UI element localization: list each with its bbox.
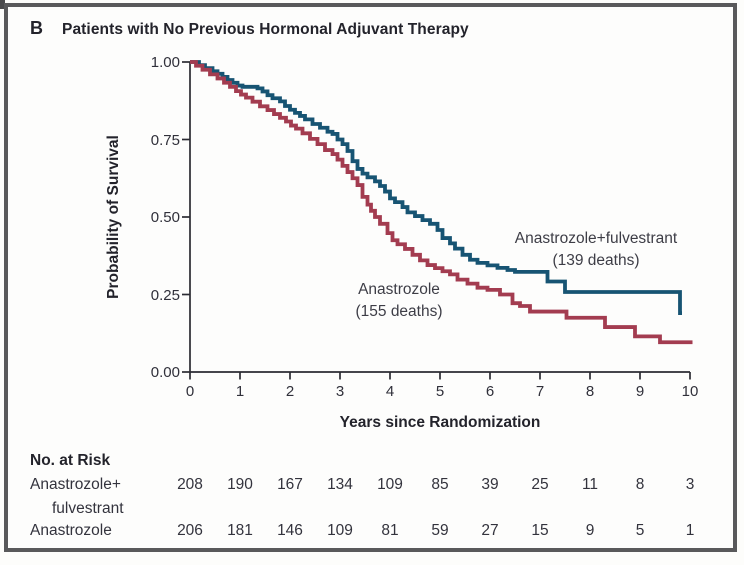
risk-value: 11 xyxy=(581,476,599,493)
panel-title: Patients with No Previous Hormonal Adjuvant Therapy xyxy=(62,21,469,38)
x-tick-label: 0 xyxy=(185,383,195,400)
risk-value: 3 xyxy=(685,476,695,493)
risk-value: 167 xyxy=(277,476,303,493)
curve-label-anastrozole-fulvestrant xyxy=(515,228,677,272)
risk-value: 109 xyxy=(327,522,353,539)
risk-value: 25 xyxy=(531,476,549,493)
x-tick-label: 6 xyxy=(485,383,495,400)
risk-value: 9 xyxy=(585,522,595,539)
risk-table-header: No. at Risk xyxy=(30,452,111,469)
curve-label-line1: Anastrozole xyxy=(358,281,440,298)
curve-label-line2: (139 deaths) xyxy=(552,252,640,269)
risk-value: 39 xyxy=(481,476,499,493)
risk-row-label-anastrozole-fulvestrant-2: fulvestrant xyxy=(52,500,124,517)
x-tick-label: 8 xyxy=(585,383,595,400)
risk-value: 5 xyxy=(635,522,645,539)
risk-value: 81 xyxy=(381,522,399,539)
y-axis-title: Probability of Survival xyxy=(105,135,122,299)
risk-value: 59 xyxy=(431,522,449,539)
curve-label-line1: Anastrozole+fulvestrant xyxy=(514,230,678,247)
y-tick-label: 0.75 xyxy=(150,131,180,149)
risk-value: 146 xyxy=(277,522,303,539)
risk-value: 27 xyxy=(481,522,499,539)
x-tick-label: 3 xyxy=(335,383,345,400)
risk-value: 1 xyxy=(685,522,695,539)
y-tick-label: 0.00 xyxy=(150,364,180,381)
risk-value: 208 xyxy=(177,476,203,493)
risk-value: 181 xyxy=(227,522,253,539)
risk-value: 109 xyxy=(377,476,403,493)
x-tick-label: 4 xyxy=(385,383,395,400)
y-tick-label: 0.50 xyxy=(150,209,180,226)
risk-row-label-anastrozole-fulvestrant-1: Anastrozole+ xyxy=(30,476,121,493)
risk-value: 15 xyxy=(531,522,549,539)
risk-value: 134 xyxy=(327,476,353,493)
x-tick-label: 10 xyxy=(681,383,699,400)
panel-letter: B xyxy=(30,18,43,38)
x-tick-label: 7 xyxy=(535,383,545,400)
x-tick-label: 2 xyxy=(285,383,295,400)
risk-value: 8 xyxy=(635,476,645,493)
curve-label-anastrozole xyxy=(355,279,442,323)
curve-label-line2: (155 deaths) xyxy=(355,303,443,320)
y-tick-label: 1.00 xyxy=(150,54,180,71)
x-tick-label: 9 xyxy=(635,383,645,400)
x-tick-label: 5 xyxy=(435,383,445,400)
y-tick-label: 0.25 xyxy=(150,286,180,304)
x-tick-label: 1 xyxy=(235,383,245,400)
risk-value: 190 xyxy=(227,476,253,493)
risk-row-label-anastrozole: Anastrozole xyxy=(30,522,112,539)
x-axis-title: Years since Randomization xyxy=(339,414,541,431)
risk-value: 206 xyxy=(177,522,203,539)
risk-value: 85 xyxy=(431,476,449,493)
